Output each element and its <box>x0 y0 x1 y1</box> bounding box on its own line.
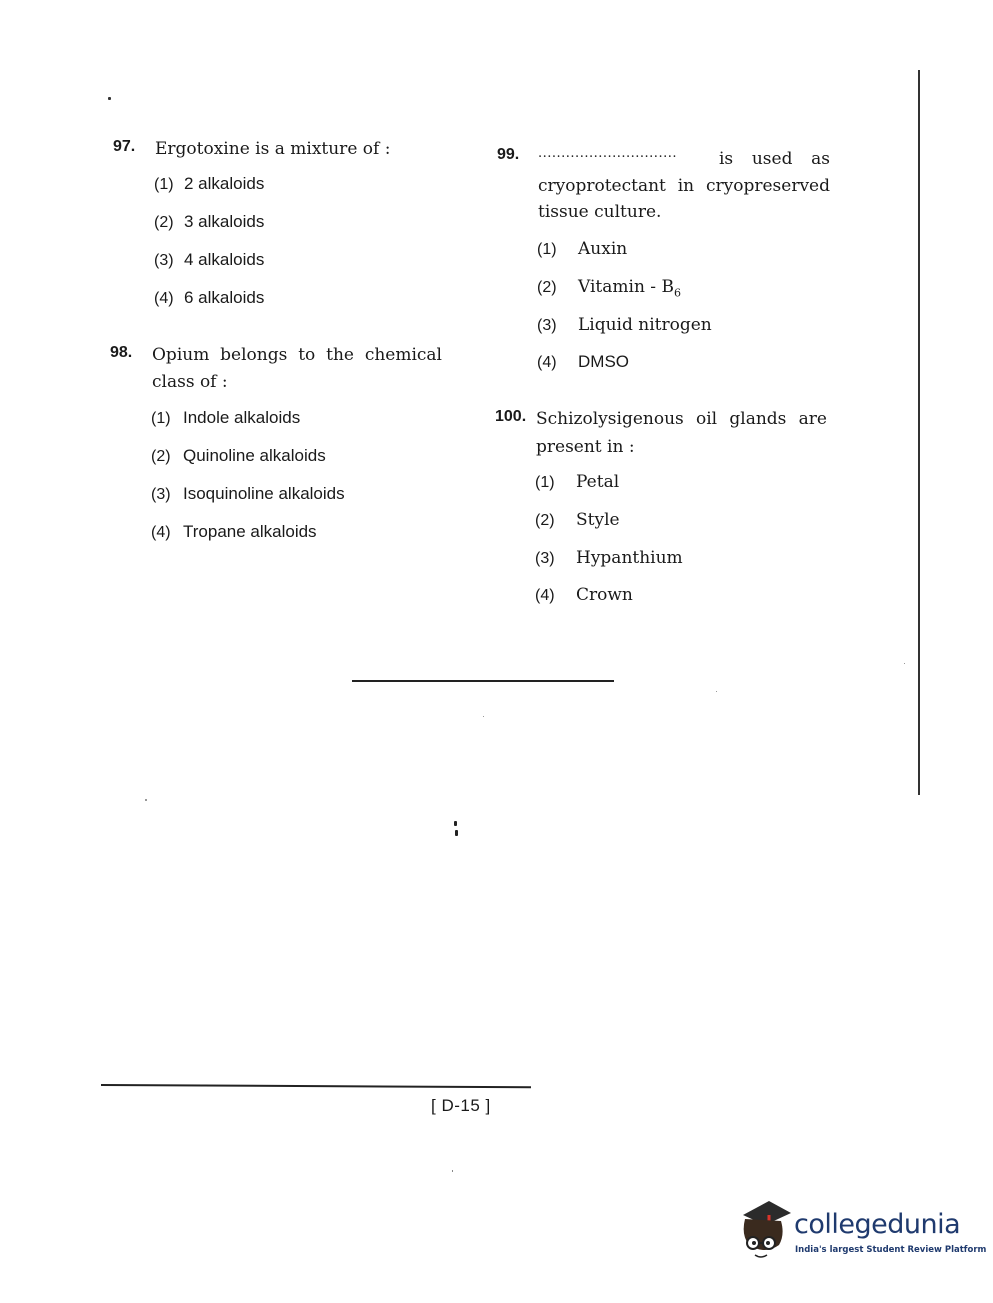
option-number: (1) <box>154 176 174 193</box>
option-text: 4 alkaloids <box>184 250 265 269</box>
question-number: 100. <box>495 408 527 425</box>
watermark-logo <box>735 1195 987 1265</box>
option <box>537 352 629 372</box>
option-number: (4) <box>154 290 174 307</box>
option-text: Auxin <box>578 239 628 259</box>
brand-tagline: India's largest Student Review Platform <box>795 1245 987 1255</box>
option-text: Quinoline alkaloids <box>183 446 326 465</box>
page-code: [ D-15 ] <box>431 1096 491 1115</box>
scan-speck <box>454 821 457 826</box>
option <box>535 510 620 530</box>
mascot-icon <box>735 1195 795 1265</box>
option <box>537 277 681 299</box>
option-number: (2) <box>537 279 557 296</box>
scan-speck <box>716 691 717 692</box>
question-text-line: tissue culture. <box>538 202 662 222</box>
option-number: (4) <box>537 354 557 371</box>
question-98 <box>110 342 444 402</box>
scan-speck <box>904 663 905 664</box>
option-text: Style <box>576 510 620 530</box>
section-end-rule <box>352 680 614 682</box>
option-text: Crown <box>576 585 633 605</box>
option <box>151 522 317 542</box>
option <box>535 585 633 605</box>
option-number: (2) <box>151 448 171 465</box>
option <box>151 484 345 504</box>
question-text-line: Schizolysigenous oil glands are <box>536 409 827 429</box>
question-99 <box>497 146 831 226</box>
option-number: (2) <box>154 214 174 231</box>
option-number: (1) <box>151 410 171 427</box>
answer-blank: .............................. <box>538 146 677 161</box>
question-text-line: cryoprotectant in cryopreserved <box>538 176 830 196</box>
option-text: Liquid nitrogen <box>578 315 712 335</box>
option-number: (3) <box>535 550 555 567</box>
option <box>151 408 300 428</box>
option <box>154 288 264 308</box>
option <box>535 472 619 492</box>
option <box>537 315 712 335</box>
option-text: Indole alkaloids <box>183 408 301 427</box>
option <box>154 174 264 194</box>
question-number: 98. <box>110 344 133 361</box>
question-text-line: present in : <box>536 437 635 457</box>
option-number: (4) <box>535 587 555 604</box>
scan-speck <box>108 97 111 100</box>
option-number: (3) <box>151 486 171 503</box>
option-text: Vitamin - B <box>578 277 674 297</box>
option-text: 2 alkaloids <box>184 174 265 193</box>
option <box>154 212 264 232</box>
option-text: Hypanthium <box>576 548 683 568</box>
option-text: Tropane alkaloids <box>183 522 317 541</box>
option-text: 6 alkaloids <box>184 288 265 307</box>
scan-speck <box>452 1170 453 1172</box>
option <box>537 239 627 259</box>
option-number: (3) <box>537 317 557 334</box>
question-100 <box>495 406 829 466</box>
option-text: DMSO <box>578 352 629 371</box>
question-text-line: is used as <box>719 149 830 169</box>
question-text-line: Opium belongs to the chemical <box>152 345 442 365</box>
option <box>154 250 264 270</box>
option-text: 3 alkaloids <box>184 212 265 231</box>
brand-name: collegedunia <box>794 1209 961 1240</box>
scan-speck <box>455 830 458 836</box>
question-number: 97. <box>113 138 136 155</box>
right-margin-rule <box>918 70 920 795</box>
question-number: 99. <box>497 146 520 163</box>
option-text: Petal <box>576 472 620 492</box>
option <box>535 548 683 568</box>
option-number: (2) <box>535 512 555 529</box>
subscript: 6 <box>673 286 681 300</box>
footer-rule <box>101 1084 531 1088</box>
scan-speck <box>483 716 484 717</box>
option-number: (1) <box>537 241 557 258</box>
option-number: (1) <box>535 474 555 491</box>
option-number: (4) <box>151 524 171 541</box>
scan-speck <box>145 799 147 801</box>
question-text: Ergotoxine is a mixture of : <box>155 139 391 159</box>
option-number: (3) <box>154 252 174 269</box>
option-text: Isoquinoline alkaloids <box>183 484 345 503</box>
option <box>151 446 326 466</box>
question-text-line: class of : <box>152 372 228 392</box>
